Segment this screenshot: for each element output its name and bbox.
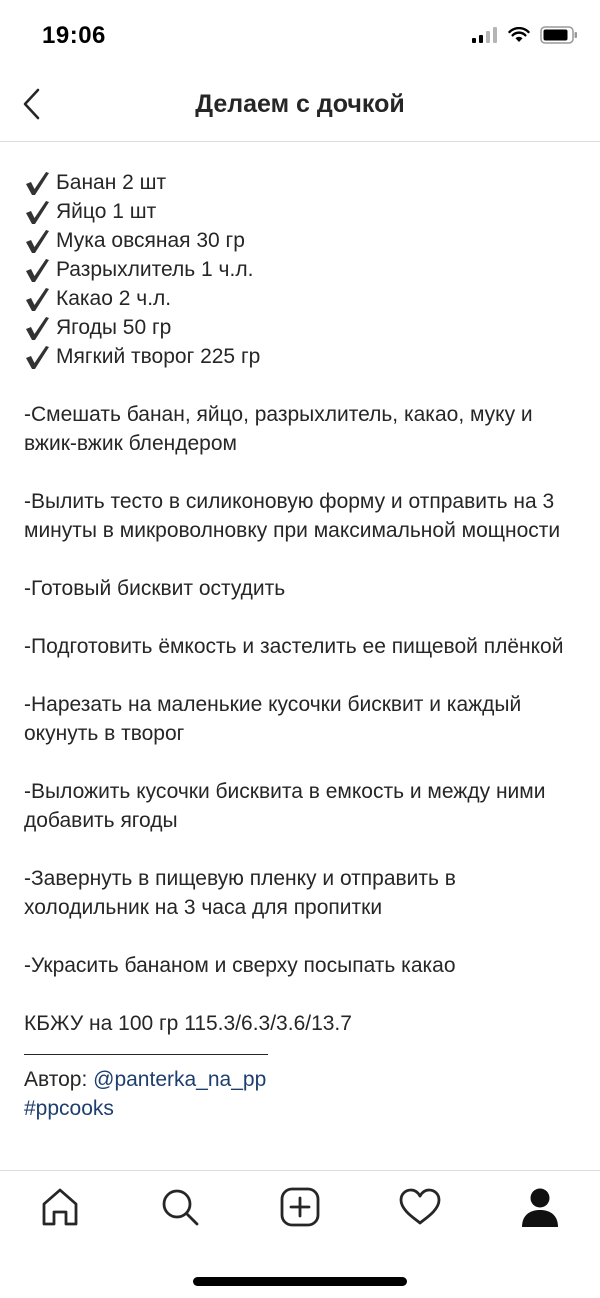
home-icon bbox=[38, 1185, 82, 1229]
ingredient-label: Какао 2 ч.л. bbox=[56, 287, 172, 310]
check-mark-icon bbox=[24, 170, 50, 196]
nav-header bbox=[0, 70, 600, 142]
ingredient-label: Мягкий творог 225 гр bbox=[56, 345, 261, 368]
ingredient-label: Банан 2 шт bbox=[56, 171, 167, 194]
check-mark-icon bbox=[24, 344, 50, 370]
check-mark-icon bbox=[24, 257, 50, 283]
post-content bbox=[24, 168, 584, 1123]
ingredient-label: Яйцо 1 шт bbox=[56, 200, 157, 223]
tab-search[interactable] bbox=[158, 1185, 202, 1229]
profile-icon bbox=[518, 1185, 562, 1229]
list-item bbox=[24, 255, 584, 284]
ingredient-label: Ягоды 50 гр bbox=[56, 316, 172, 339]
divider bbox=[24, 1054, 268, 1055]
battery-icon bbox=[540, 26, 578, 44]
hashtag-link[interactable]: #ppcooks bbox=[24, 1097, 114, 1120]
list-item bbox=[24, 197, 584, 226]
cellular-signal-icon bbox=[472, 27, 498, 43]
author-handle-link[interactable]: @panterka_na_pp bbox=[93, 1068, 267, 1091]
list-item bbox=[24, 342, 584, 371]
status-time: 19:06 bbox=[42, 22, 106, 49]
tab-profile[interactable] bbox=[518, 1185, 562, 1229]
author-label: Автор: bbox=[24, 1068, 94, 1091]
list-item bbox=[24, 313, 584, 342]
check-mark-icon bbox=[24, 315, 50, 341]
recipe-step: -Подготовить ёмкость и застелить ее пищевой плёнкой bbox=[24, 635, 564, 658]
ingredients-list bbox=[24, 168, 584, 371]
list-item bbox=[24, 284, 584, 313]
nutrition-info: КБЖУ на 100 гр 115.3/6.3/3.6/13.7 bbox=[24, 1012, 352, 1035]
check-mark-icon bbox=[24, 228, 50, 254]
home-indicator bbox=[193, 1277, 407, 1286]
recipe-step: -Выложить кусочки бисквита в емкость и между ними добавить ягоды bbox=[24, 780, 546, 832]
ingredient-label: Разрыхлитель 1 ч.л. bbox=[56, 258, 254, 281]
list-item bbox=[24, 168, 584, 197]
search-icon bbox=[158, 1185, 202, 1229]
ingredient-label: Мука овсяная 30 гр bbox=[56, 229, 245, 252]
add-post-icon bbox=[278, 1185, 322, 1229]
recipe-step: -Смешать банан, яйцо, разрыхлитель, какао, муку и вжик-вжик блендером bbox=[24, 403, 533, 455]
list-item bbox=[24, 226, 584, 255]
check-mark-icon bbox=[24, 199, 50, 225]
hashtag-row bbox=[24, 1094, 584, 1123]
heart-icon bbox=[398, 1185, 442, 1229]
check-mark-icon bbox=[24, 286, 50, 312]
status-bar bbox=[0, 0, 600, 70]
tab-activity[interactable] bbox=[398, 1185, 442, 1229]
page-title: Делаем с дочкой bbox=[195, 90, 405, 118]
status-icons bbox=[472, 26, 578, 44]
recipe-step: -Завернуть в пищевую пленку и отправить в холодильник на 3 часа для пропитки bbox=[24, 867, 456, 919]
tab-bar bbox=[0, 1170, 600, 1250]
recipe-step: -Нарезать на маленькие кусочки бисквит и каждый окунуть в творог bbox=[24, 693, 522, 745]
tab-home[interactable] bbox=[38, 1185, 82, 1229]
recipe-step: -Вылить тесто в силиконовую форму и отправить на 3 минуты в микроволновку при максимальной мощности bbox=[24, 490, 561, 542]
tab-add[interactable] bbox=[278, 1185, 322, 1229]
wifi-icon bbox=[508, 27, 530, 43]
author-row bbox=[24, 1065, 584, 1094]
recipe-step: -Украсить бананом и сверху посыпать какао bbox=[24, 954, 456, 977]
recipe-step: -Готовый бисквит остудить bbox=[24, 577, 286, 600]
